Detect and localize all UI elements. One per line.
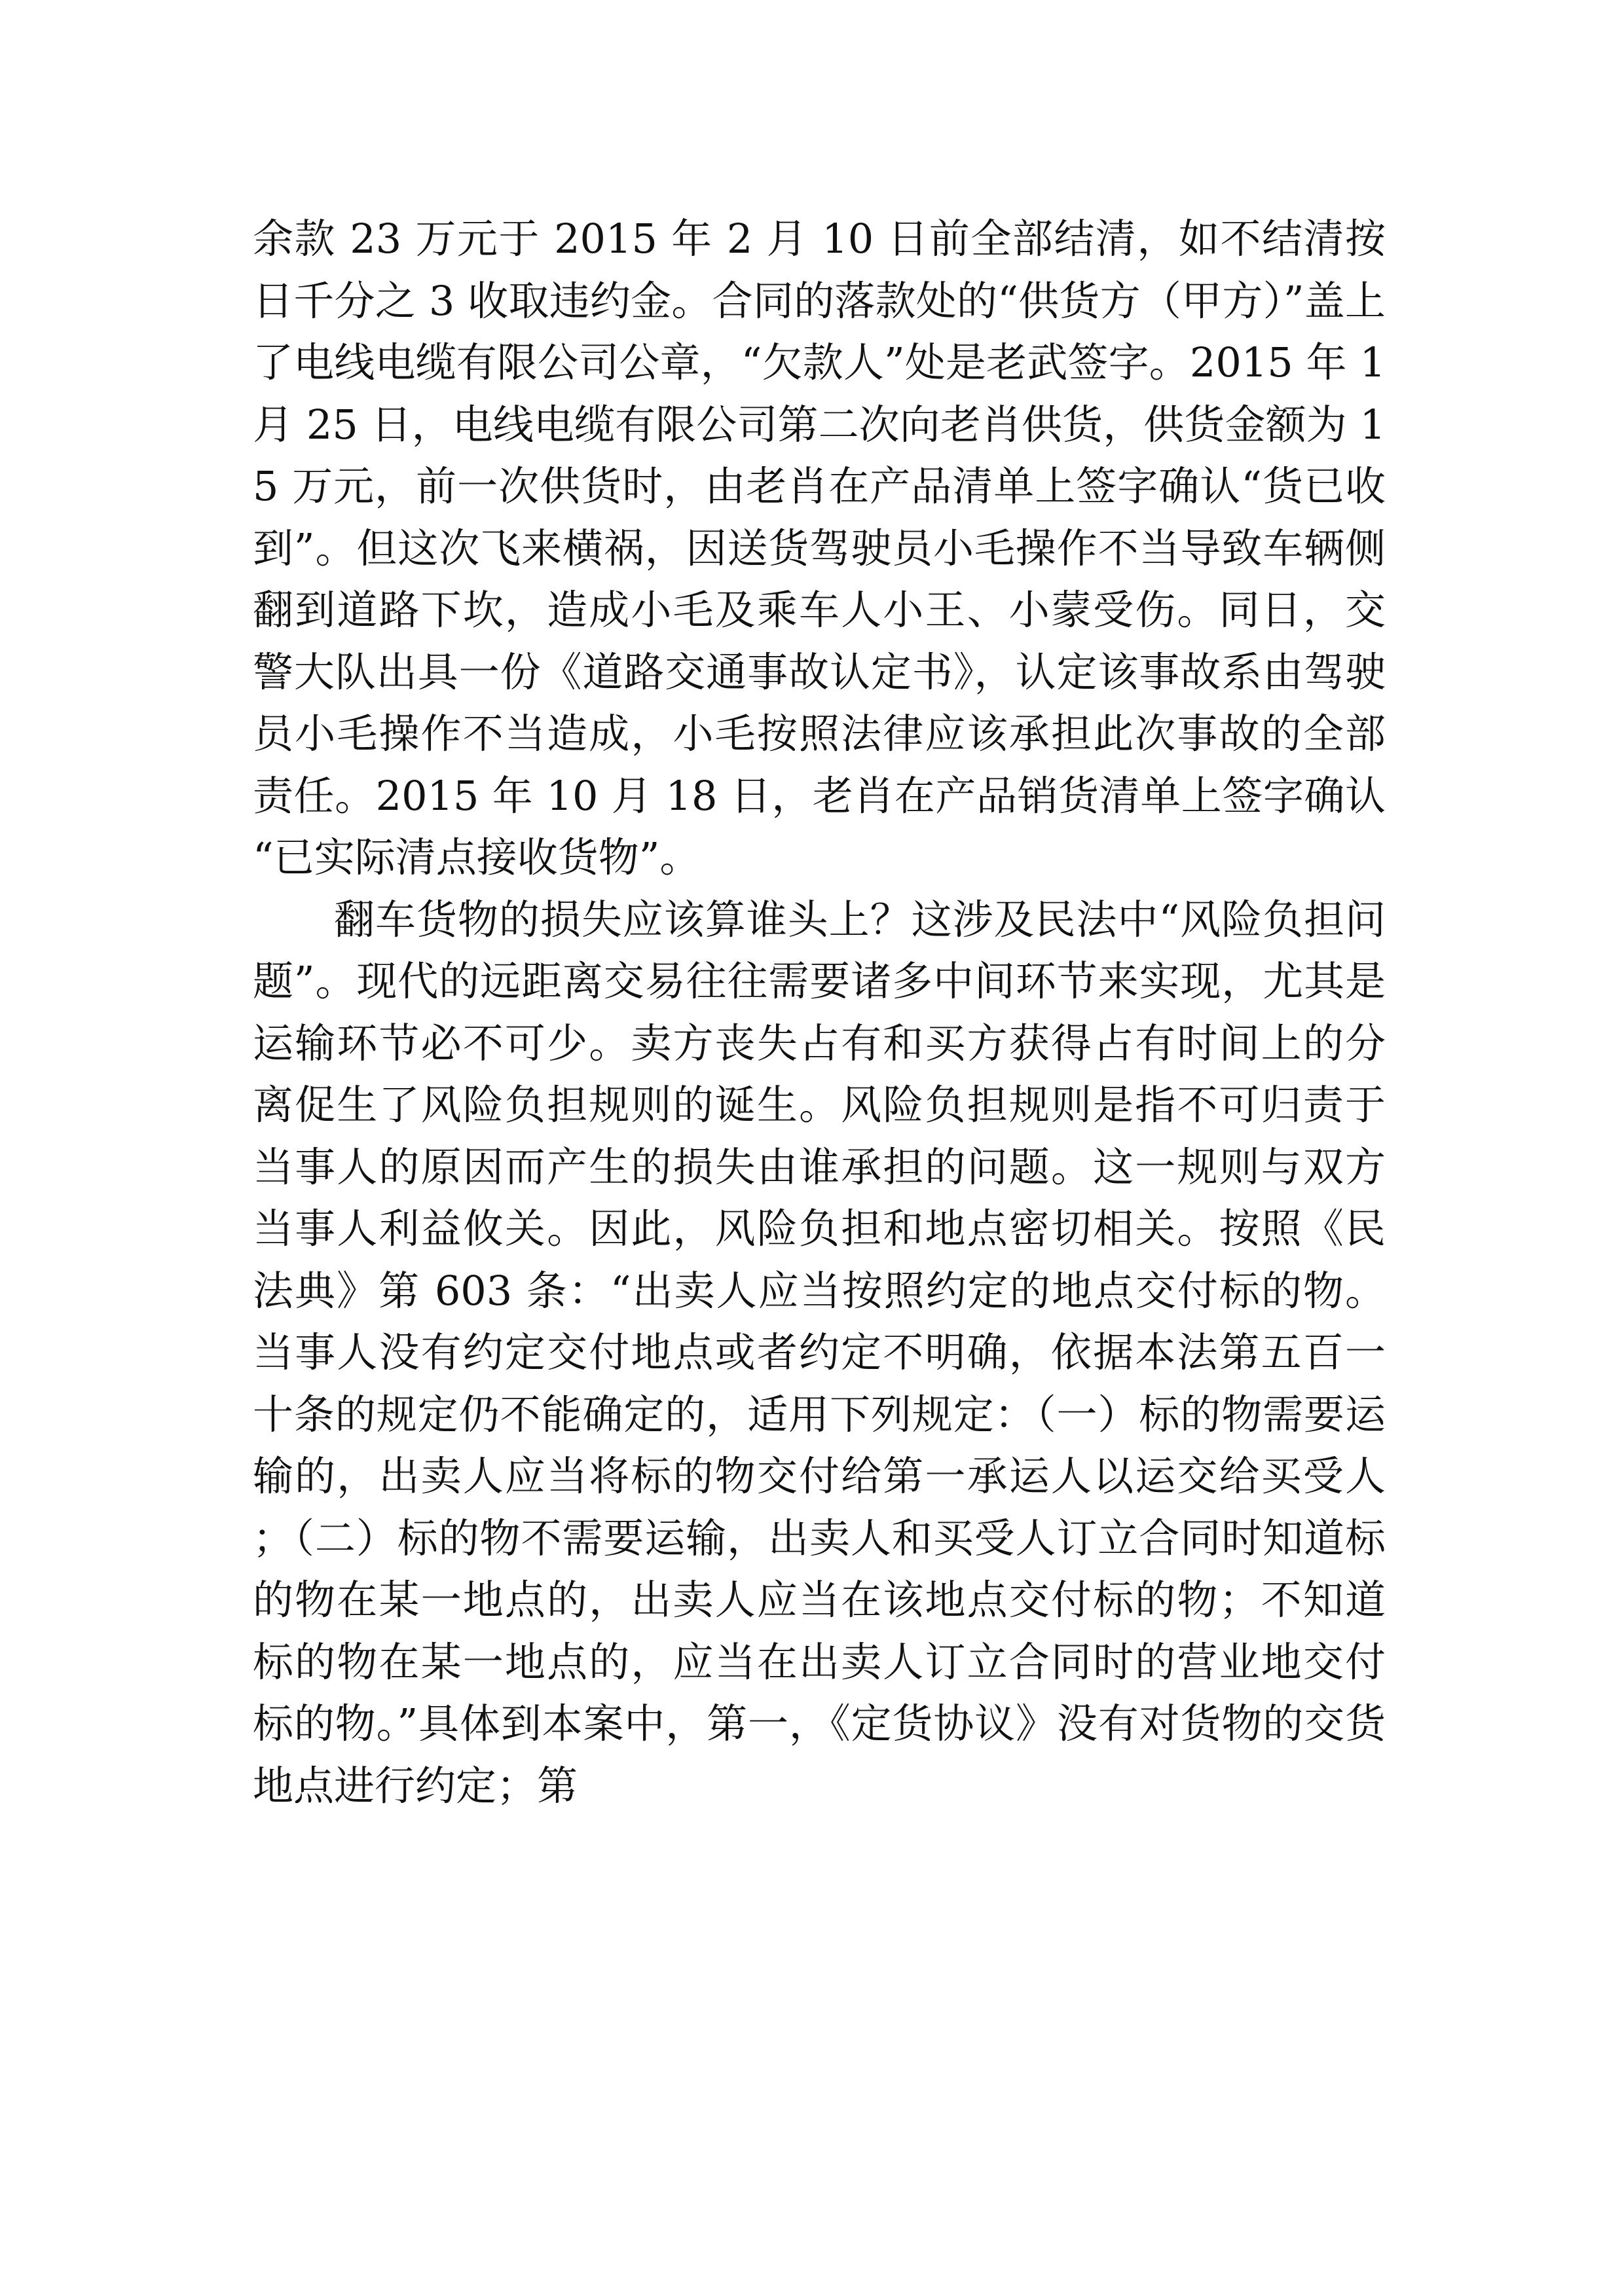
paragraph-risk-burden-analysis: 翻车货物的损失应该算谁头上？这涉及民法中“风险负担问题”。现代的远距离交易往往需要诸多中间环节来实现，尤其是运输环节必不可少。卖方丧失占有和买方获得占有时间上的分离促生了风险负担规则的诞生。风险负担规则是指不可归责于当事人的原因而产生的损失由谁承担的问题。这一规则与双方当事人利益攸关。因此，风险负担和地点密切相关。按照《民法典》第 603 条：“出卖人应当按照约定的地点交付标的物。当事人没有约定交付地点或者约定不明确，依据本法第五百一十条的规定仍不能确定的，适用下列规定：（一）标的物需要运输的，出卖人应当将标的物交付给第一承运人以运交给买受人；（二）标的物不需要运输，出卖人和买受人订立合同时知道标的物在某一地点的，出卖人应当在该地点交付标的物；不知道标的物在某一地点的，应当在出卖人订立合同时的营业地交付标的物。”具体到本案中，第一，《定货协议》没有对货物的交货地点进行约定；第 bbox=[253, 895, 1386, 1810]
paragraph-contract-and-accident: 余款 23 万元于 2015 年 2 月 10 日前全部结清，如不结清按日千分之 3 收取违约金。合同的落款处的“供货方（甲方）”盖上了电线电缆有限公司公章，“欠款人”处是老武签字。2015 年 1 月 25 日，电线电缆有限公司第二次向老肖供货，供货金额为 15 万元，前一次供货时，由老肖在产品清单上签字确认“货已收到”。但这次飞来横祸，因送货驾驶员小毛操作不当导致车辆侧翻到道路下坎，造成小毛及乘车人小王、小蒙受伤。同日，交警大队出具一份《道路交通事故认定书》，认定该事故系由驾驶员小毛操作不当造成，小毛按照法律应该承担此次事故的全部责任。2015 年 10 月 18 日，老肖在产品销货清单上签字确认“已实际清点接收货物”。 bbox=[253, 215, 1386, 881]
body-text bbox=[253, 208, 1386, 1817]
